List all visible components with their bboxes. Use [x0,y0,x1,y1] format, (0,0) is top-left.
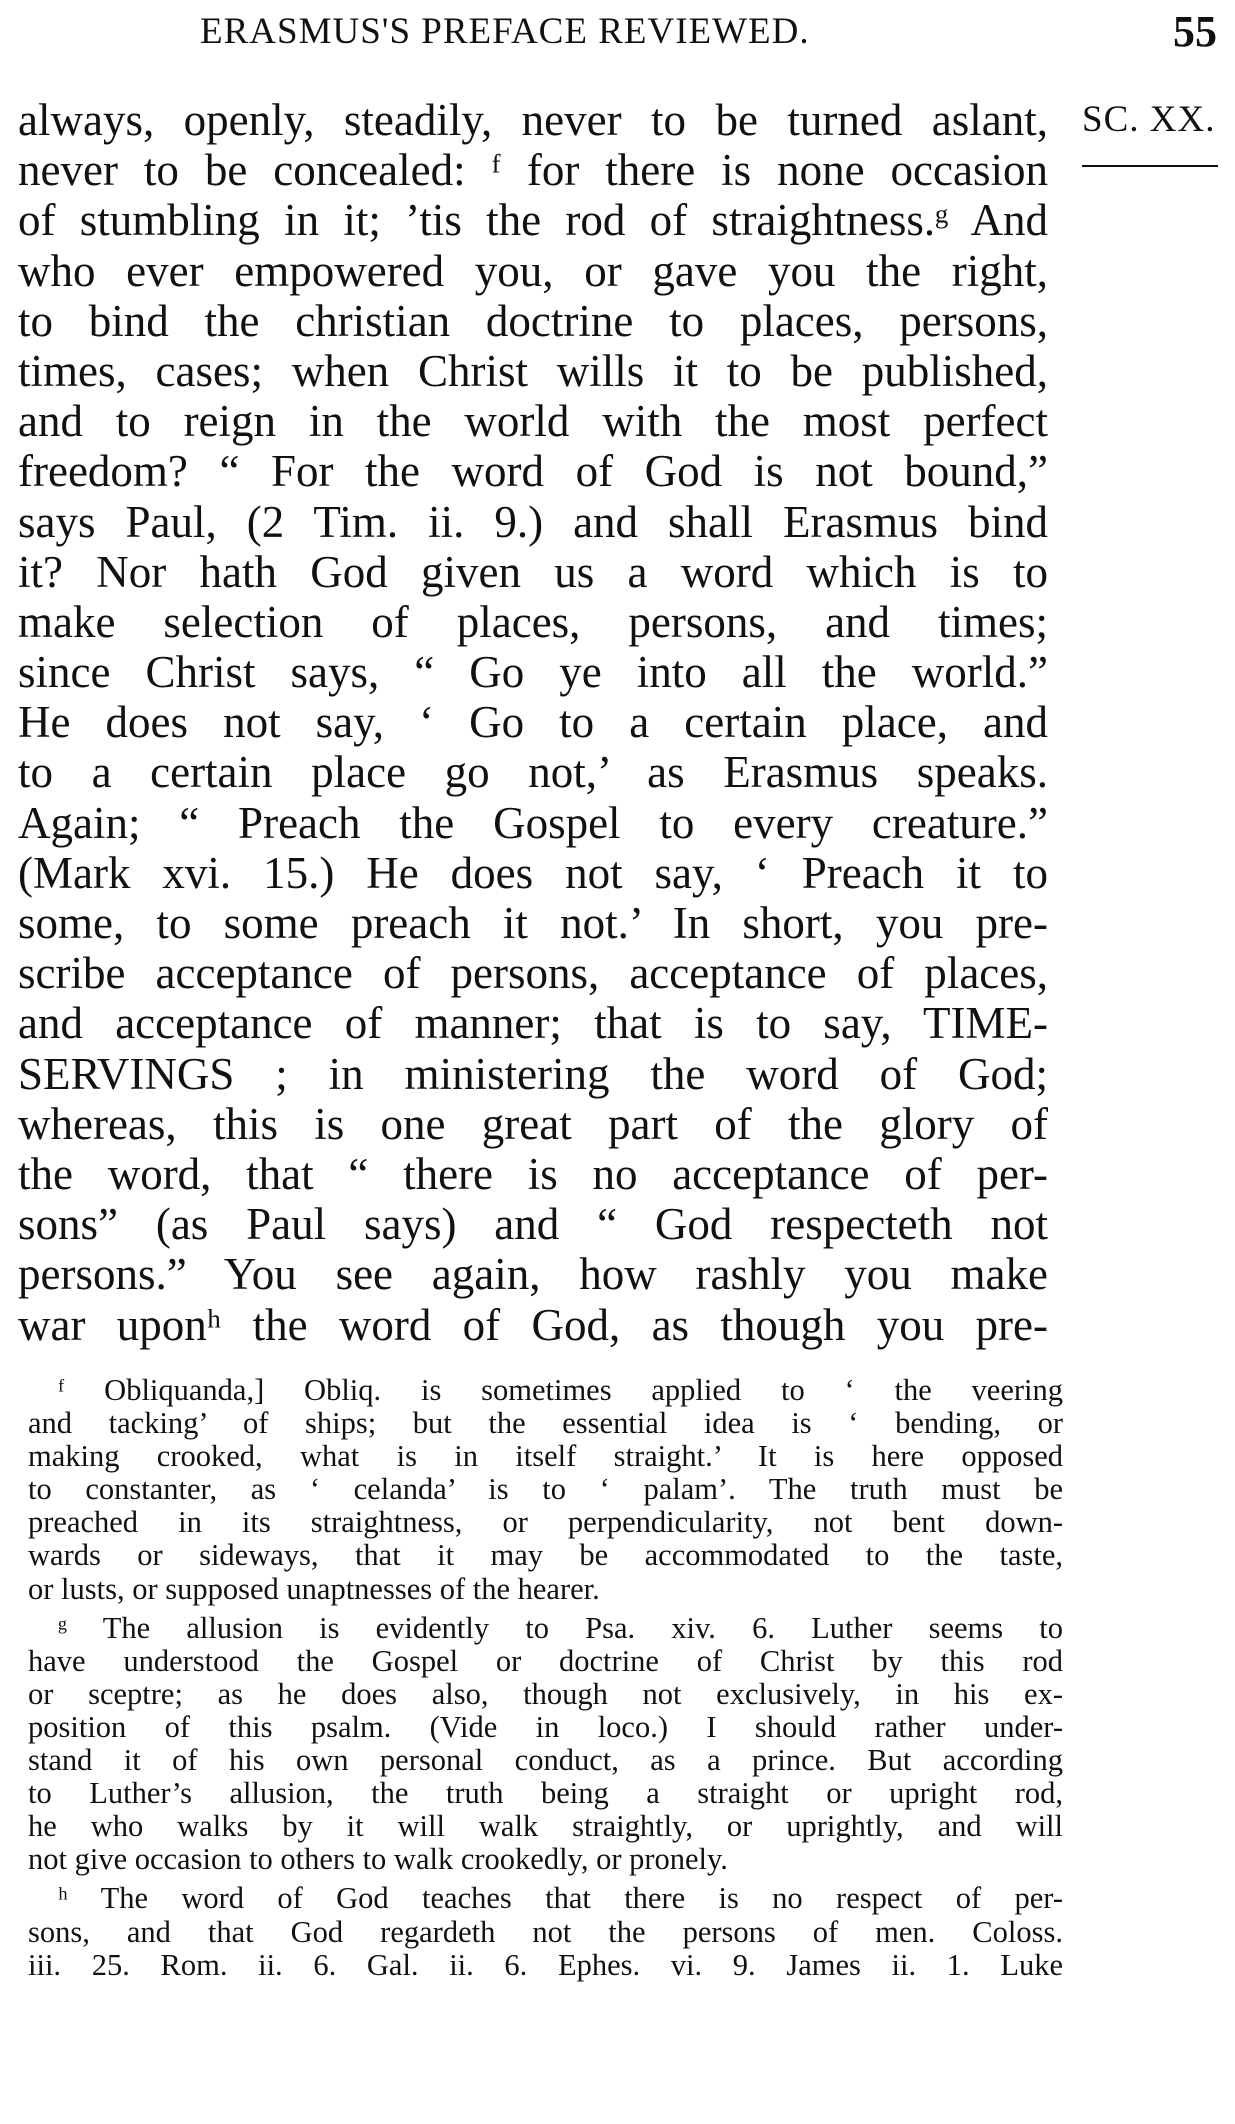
body-line: some, to some preach it not.’ In short, you pre- [18,898,1048,948]
body-line: it? Nor hath God given us a word which is to [18,546,1048,597]
body-line: sons” (as Paul says) and “ God respecteth not [18,1199,1048,1250]
page-number: 55 [1173,7,1217,56]
footnote-line: not give occasion to others to walk crookedly, or pronely. [28,1842,728,1877]
body-line: of stumbling in it; ’tis the rod of straightness.ᵍ And [18,195,1048,246]
body-line: and to reign in the world with the most perfect [18,396,1048,447]
footnote-h [28,1882,1063,1981]
body-line: to a certain place go not,’ as Erasmus speaks. [18,747,1048,798]
body-line: times, cases; when Christ wills it to be published, [18,345,1048,396]
footnote-line: he who walks by it will walk straightly, or uprightly, and will [28,1809,1063,1844]
body-line: since Christ says, “ Go ye into all the world.” [18,647,1048,698]
body-line: war uponʰ the word of God, as though you pre- [18,1299,1048,1350]
footnote-line: or lusts, or supposed unaptnesses of the hearer. [28,1571,600,1606]
footnote-line: wards or sideways, that it may be accommodated to the taste, [28,1538,1063,1573]
footnote-line: to Luther’s allusion, the truth being a straight or upright rod, [28,1776,1063,1811]
body-line: make selection of places, persons, and times; [18,596,1048,647]
footnote-line: sons, and that God regardeth not the persons of men. Coloss. [28,1914,1063,1949]
body-line: scribe acceptance of persons, acceptance of places, [18,948,1048,999]
section-mark: SC. XX. [1082,99,1216,140]
footnote-line: ᶠ Obliquanda,] Obliq. is sometimes applied to ‘ the veering [58,1373,1063,1407]
footnote-f [28,1374,1063,1606]
footnote-line: ʰ The word of God teaches that there is no respect of per- [58,1881,1063,1916]
body-line: (Mark xvi. 15.) He does not say, ‘ Preach it to [18,847,1048,898]
body-line: and acceptance of manner; that is to say, TIME- [18,998,1048,1049]
section-rule [1082,165,1218,167]
body-line: freedom? “ For the word of God is not bound,” [18,446,1048,497]
body-line: He does not say, ‘ Go to a certain place, and [18,697,1048,748]
body-line: Again; “ Preach the Gospel to every creature.” [18,797,1048,848]
body-text [18,95,1048,1350]
body-line: never to be concealed: ᶠ for there is none occasion [18,145,1048,196]
footnote-line: have understood the Gospel or doctrine of Christ by this rod [28,1643,1063,1678]
footnote-line: ᵍ The allusion is evidently to Psa. xiv. 6. Luther seems to [58,1610,1063,1645]
footnote-line: to constanter, as ‘ celanda’ is to ‘ palam’. The truth must be [28,1472,1063,1507]
body-line: always, openly, steadily, never to be turned aslant, [18,95,1048,145]
footnote-g [28,1612,1063,1877]
body-line: the word, that “ there is no acceptance of per- [18,1148,1048,1199]
footnote-line: stand it of his own personal conduct, as a prince. But according [28,1743,1063,1778]
body-line: whereas, this is one great part of the glory of [18,1098,1048,1149]
footnotes [28,1374,1063,1982]
footnote-line: making crooked, what is in itself straight.’ It is here opposed [28,1439,1063,1474]
footnote-line: and tacking’ of ships; but the essential idea is ‘ bending, or [28,1406,1063,1441]
body-line: says Paul, (2 Tim. ii. 9.) and shall Erasmus bind [18,496,1048,547]
footnote-line: or sceptre; as he does also, though not exclusively, in his ex- [28,1676,1063,1711]
footnote-line: position of this psalm. (Vide in loco.) I should rather under- [28,1709,1063,1744]
footnote-line: iii. 25. Rom. ii. 6. Gal. ii. 6. Ephes. vi. 9. James ii. 1. Luke [28,1947,1063,1982]
body-line: who ever empowered you, or gave you the right, [18,245,1048,296]
body-line: to bind the christian doctrine to places, persons, [18,295,1048,346]
footnote-line: preached in its straightness, or perpendicularity, not bent down- [28,1505,1063,1540]
running-head: ERASMUS'S PREFACE REVIEWED. [200,11,810,52]
body-line: SERVINGS ; in ministering the word of God; [18,1048,1048,1099]
body-line: persons.” You see again, how rashly you make [18,1249,1048,1300]
